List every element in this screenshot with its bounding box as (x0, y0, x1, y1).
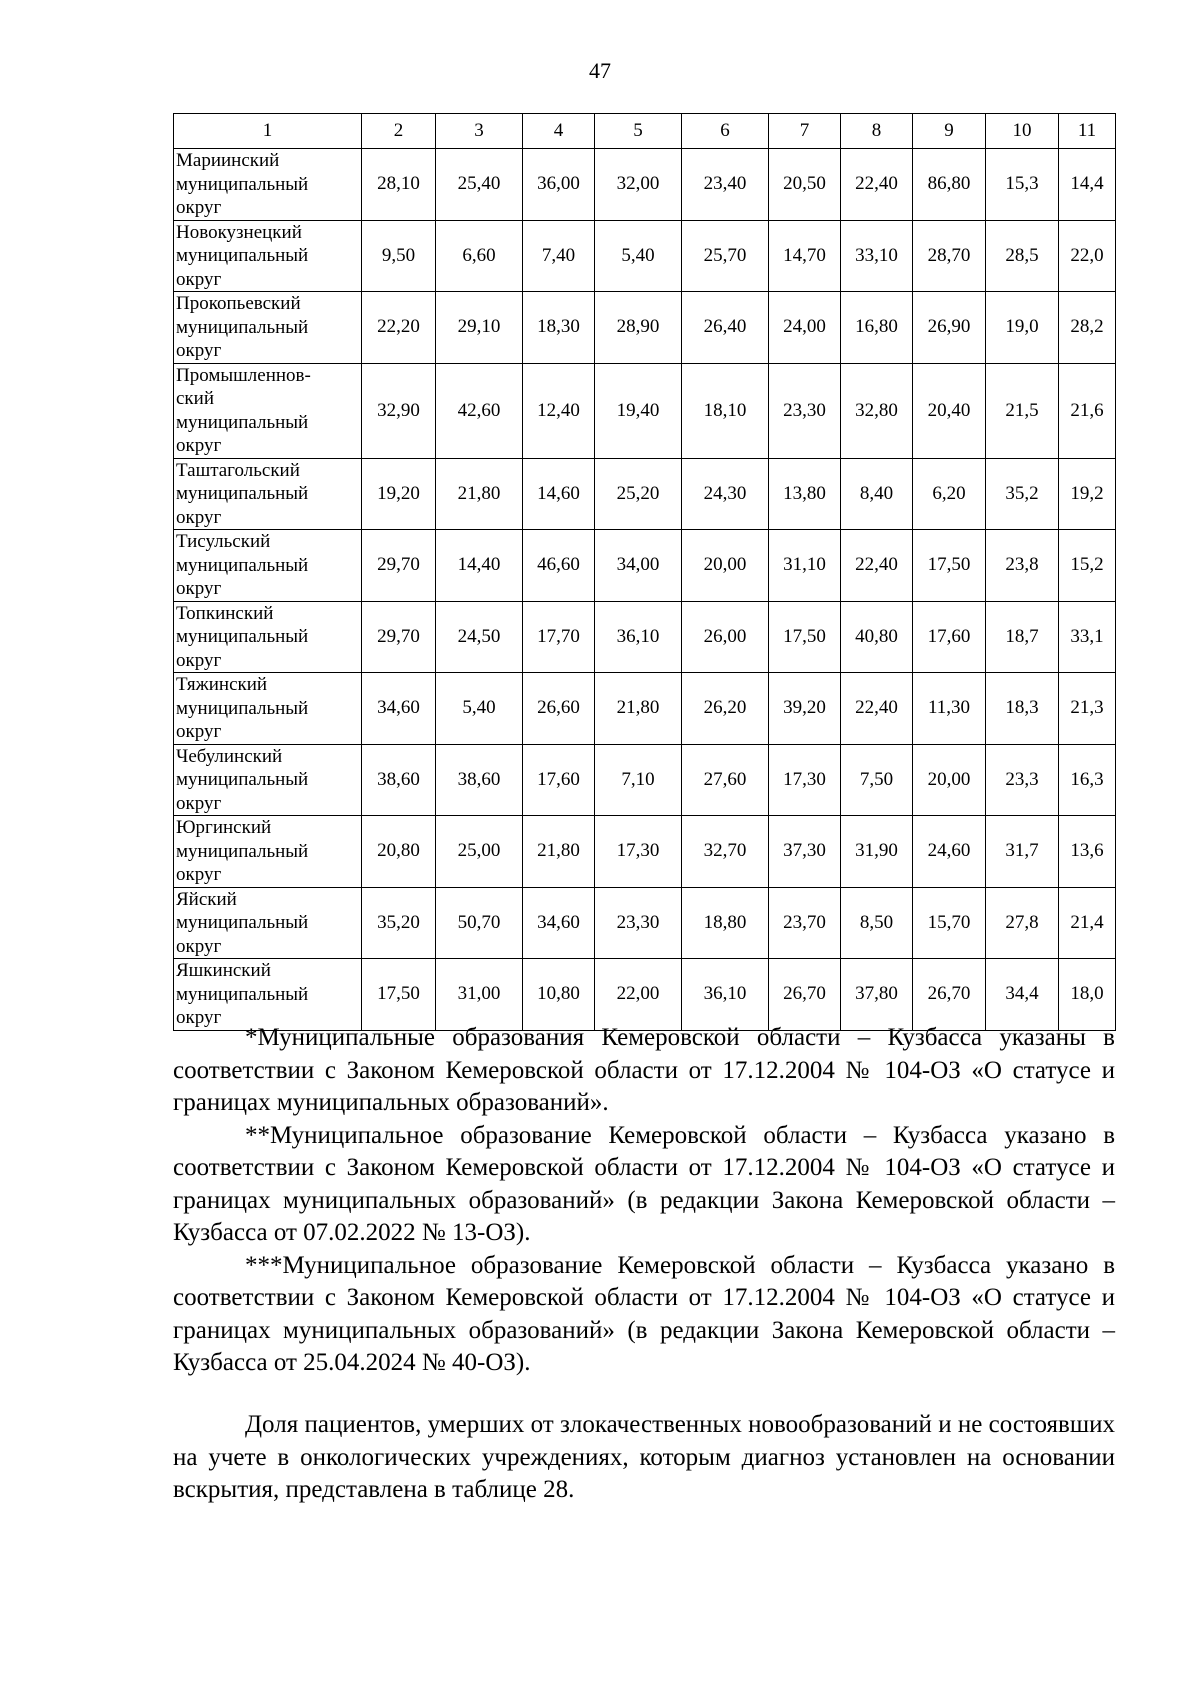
footnote: *Муниципальные образования Кемеровской области – Кузбасса указаны в соответствии с Законом Кемеровской области от 17.12.2004 № 104-ОЗ «О статусе и границах муниципальных образований». (173, 1024, 1115, 1116)
value-cell: 24,30 (682, 458, 769, 530)
value-cell: 31,00 (436, 959, 523, 1031)
region-name-line: округ (176, 435, 222, 456)
value-cell: 18,7 (986, 601, 1059, 673)
table-row (174, 530, 1116, 602)
region-name-line: Чебулинский (176, 745, 283, 767)
value-cell: 33,10 (841, 220, 913, 292)
value-cell: 13,80 (769, 458, 841, 530)
column-header: 1 (174, 114, 362, 149)
value-cell: 32,00 (595, 149, 682, 221)
region-name-line: округ (176, 268, 222, 290)
region-name-line: Таштагольский (176, 459, 300, 481)
value-cell: 31,10 (769, 530, 841, 602)
value-cell: 21,4 (1059, 887, 1116, 959)
value-cell: 34,4 (986, 959, 1059, 1031)
value-cell: 21,80 (595, 673, 682, 745)
table-row (174, 601, 1116, 673)
value-cell: 22,0 (1059, 220, 1116, 292)
value-cell: 32,80 (841, 363, 913, 458)
region-name-line: муниципальный (176, 912, 309, 933)
column-header: 2 (362, 114, 436, 149)
region-name-cell (174, 220, 362, 292)
table-row (174, 292, 1116, 364)
region-name-line: округ (176, 864, 222, 885)
region-name-line: округ (176, 340, 222, 361)
value-cell: 28,2 (1059, 292, 1116, 364)
footnotes (173, 1022, 1115, 1380)
value-cell: 25,00 (436, 816, 523, 888)
value-cell: 19,20 (362, 458, 436, 530)
value-cell: 9,50 (362, 220, 436, 292)
table-header-row (174, 114, 1116, 149)
value-cell: 14,40 (436, 530, 523, 602)
region-name-line: Промышленнов- (176, 364, 311, 386)
region-name-line: округ (176, 792, 222, 814)
value-cell: 38,60 (436, 744, 523, 816)
region-name-line: Топкинский (176, 602, 274, 624)
value-cell: 17,30 (595, 816, 682, 888)
value-cell: 26,00 (682, 601, 769, 673)
table-row (174, 220, 1116, 292)
footnote: ***Муниципальное образование Кемеровской области – Кузбасса указано в соответствии с Законом Кемеровской области от 17.12.2004 № 104-ОЗ «О статусе и границах муниципальных образований» (в редакции Закона Кемеровской области – Кузбасса от 25.04.2024 № 40-ОЗ). (173, 1251, 1115, 1376)
value-cell: 15,2 (1059, 530, 1116, 602)
value-cell: 34,60 (523, 887, 595, 959)
value-cell: 34,00 (595, 530, 682, 602)
region-name-line: округ (176, 721, 222, 742)
column-header: 8 (841, 114, 913, 149)
value-cell: 5,40 (595, 220, 682, 292)
region-name-line: округ (176, 649, 222, 671)
value-cell: 18,3 (986, 673, 1059, 745)
region-name-cell (174, 887, 362, 959)
value-cell: 6,20 (913, 458, 986, 530)
value-cell: 86,80 (913, 149, 986, 221)
region-name-cell (174, 673, 362, 745)
region-name-cell (174, 959, 362, 1031)
value-cell: 27,8 (986, 887, 1059, 959)
region-name-cell (174, 363, 362, 458)
region-name-line: Новокузнецкий (176, 221, 302, 243)
page-number: 47 (589, 58, 611, 83)
region-name-cell (174, 601, 362, 673)
value-cell: 21,80 (436, 458, 523, 530)
footnote: **Муниципальное образование Кемеровской области – Кузбасса указано в соответствии с Законом Кемеровской области от 17.12.2004 № 104-ОЗ «О статусе и границах муниципальных образований» (в редакции Закона Кемеровской области – Кузбасса от 07.02.2022 № 13-ОЗ). (173, 1121, 1115, 1246)
region-name-line: муниципальный (176, 840, 309, 862)
region-name-cell (174, 744, 362, 816)
value-cell: 14,60 (523, 458, 595, 530)
value-cell: 16,80 (841, 292, 913, 364)
value-cell: 11,30 (913, 673, 986, 745)
region-name-line: Прокопьевский (176, 293, 301, 314)
value-cell: 32,90 (362, 363, 436, 458)
value-cell: 20,50 (769, 149, 841, 221)
value-cell: 37,80 (841, 959, 913, 1031)
table-body (174, 149, 1116, 1031)
region-name-line: Мариинский (176, 150, 280, 171)
value-cell: 24,50 (436, 601, 523, 673)
value-cell: 21,6 (1059, 363, 1116, 458)
value-cell: 26,90 (913, 292, 986, 364)
column-header: 6 (682, 114, 769, 149)
value-cell: 20,00 (682, 530, 769, 602)
value-cell: 33,1 (1059, 601, 1116, 673)
table-row (174, 149, 1116, 221)
value-cell: 26,70 (913, 959, 986, 1031)
region-name-line: округ (176, 935, 222, 957)
value-cell: 18,30 (523, 292, 595, 364)
value-cell: 35,20 (362, 887, 436, 959)
region-name-line: округ (176, 506, 222, 528)
region-name-line: муниципальный (176, 316, 309, 338)
value-cell: 19,2 (1059, 458, 1116, 530)
value-cell: 35,2 (986, 458, 1059, 530)
value-cell: 17,50 (362, 959, 436, 1031)
value-cell: 22,40 (841, 149, 913, 221)
value-cell: 16,3 (1059, 744, 1116, 816)
value-cell: 28,90 (595, 292, 682, 364)
value-cell: 13,6 (1059, 816, 1116, 888)
value-cell: 27,60 (682, 744, 769, 816)
closing-section (173, 1409, 1115, 1507)
region-name-line: муниципальный (176, 626, 309, 647)
column-header: 5 (595, 114, 682, 149)
table-row (174, 458, 1116, 530)
region-name-line: муниципальный (176, 554, 309, 576)
value-cell: 19,40 (595, 363, 682, 458)
value-cell: 8,40 (841, 458, 913, 530)
table-row (174, 887, 1116, 959)
column-header: 9 (913, 114, 986, 149)
value-cell: 23,8 (986, 530, 1059, 602)
value-cell: 23,30 (595, 887, 682, 959)
closing-paragraph: Доля пациентов, умерших от злокачественных новообразований и не состоявших на учете в онкологических учреждениях, которым диагноз установлен на основании вскрытия, представлена в таблице 28. (173, 1411, 1115, 1503)
value-cell: 26,40 (682, 292, 769, 364)
value-cell: 20,00 (913, 744, 986, 816)
region-name-cell (174, 458, 362, 530)
value-cell: 42,60 (436, 363, 523, 458)
value-cell: 37,30 (769, 816, 841, 888)
value-cell: 14,70 (769, 220, 841, 292)
region-name-cell (174, 530, 362, 602)
region-name-line: муниципальный (176, 769, 309, 790)
value-cell: 36,10 (595, 601, 682, 673)
value-cell: 22,40 (841, 530, 913, 602)
value-cell: 10,80 (523, 959, 595, 1031)
value-cell: 32,70 (682, 816, 769, 888)
value-cell: 21,3 (1059, 673, 1116, 745)
table-row (174, 673, 1116, 745)
value-cell: 7,10 (595, 744, 682, 816)
value-cell: 39,20 (769, 673, 841, 745)
value-cell: 17,50 (769, 601, 841, 673)
value-cell: 8,50 (841, 887, 913, 959)
value-cell: 7,50 (841, 744, 913, 816)
value-cell: 25,20 (595, 458, 682, 530)
value-cell: 7,40 (523, 220, 595, 292)
column-header: 11 (1059, 114, 1116, 149)
value-cell: 17,70 (523, 601, 595, 673)
column-header: 3 (436, 114, 523, 149)
region-name-line: Яйский (176, 888, 237, 910)
region-name-line: Тисульский (176, 531, 271, 552)
value-cell: 25,40 (436, 149, 523, 221)
value-cell: 36,00 (523, 149, 595, 221)
value-cell: 34,60 (362, 673, 436, 745)
value-cell: 28,10 (362, 149, 436, 221)
region-name-line: муниципальный (176, 173, 309, 195)
value-cell: 50,70 (436, 887, 523, 959)
value-cell: 5,40 (436, 673, 523, 745)
table-row (174, 744, 1116, 816)
value-cell: 25,70 (682, 220, 769, 292)
region-name-line: муниципальный (176, 411, 309, 433)
region-name-line: муниципальный (176, 697, 309, 719)
value-cell: 29,10 (436, 292, 523, 364)
value-cell: 18,0 (1059, 959, 1116, 1031)
region-name-line: Юргинский (176, 817, 272, 838)
value-cell: 23,40 (682, 149, 769, 221)
region-name-line: округ (176, 197, 222, 218)
region-name-line: округ (176, 578, 222, 599)
value-cell: 6,60 (436, 220, 523, 292)
region-name-line: муниципальный (176, 983, 309, 1005)
value-cell: 28,5 (986, 220, 1059, 292)
region-name-line: округ (176, 1007, 222, 1028)
value-cell: 21,5 (986, 363, 1059, 458)
value-cell: 24,60 (913, 816, 986, 888)
region-name-cell (174, 816, 362, 888)
table-row (174, 363, 1116, 458)
value-cell: 36,10 (682, 959, 769, 1031)
value-cell: 24,00 (769, 292, 841, 364)
value-cell: 17,60 (523, 744, 595, 816)
value-cell: 26,70 (769, 959, 841, 1031)
value-cell: 46,60 (523, 530, 595, 602)
column-header: 7 (769, 114, 841, 149)
value-cell: 23,30 (769, 363, 841, 458)
value-cell: 19,0 (986, 292, 1059, 364)
value-cell: 20,40 (913, 363, 986, 458)
value-cell: 26,60 (523, 673, 595, 745)
value-cell: 20,80 (362, 816, 436, 888)
value-cell: 14,4 (1059, 149, 1116, 221)
value-cell: 29,70 (362, 601, 436, 673)
column-header: 4 (523, 114, 595, 149)
value-cell: 15,70 (913, 887, 986, 959)
data-table (173, 113, 1116, 1031)
region-name-line: ский (176, 388, 214, 409)
value-cell: 29,70 (362, 530, 436, 602)
value-cell: 31,7 (986, 816, 1059, 888)
value-cell: 23,70 (769, 887, 841, 959)
table-row (174, 816, 1116, 888)
value-cell: 38,60 (362, 744, 436, 816)
value-cell: 28,70 (913, 220, 986, 292)
region-name-line: Яшкинский (176, 960, 271, 981)
value-cell: 22,20 (362, 292, 436, 364)
value-cell: 21,80 (523, 816, 595, 888)
value-cell: 31,90 (841, 816, 913, 888)
region-name-line: муниципальный (176, 245, 309, 266)
column-header: 10 (986, 114, 1059, 149)
value-cell: 22,40 (841, 673, 913, 745)
value-cell: 40,80 (841, 601, 913, 673)
value-cell: 17,30 (769, 744, 841, 816)
value-cell: 15,3 (986, 149, 1059, 221)
value-cell: 18,80 (682, 887, 769, 959)
value-cell: 12,40 (523, 363, 595, 458)
value-cell: 18,10 (682, 363, 769, 458)
value-cell: 22,00 (595, 959, 682, 1031)
region-name-line: муниципальный (176, 483, 309, 504)
value-cell: 23,3 (986, 744, 1059, 816)
region-name-cell (174, 292, 362, 364)
value-cell: 26,20 (682, 673, 769, 745)
region-name-cell (174, 149, 362, 221)
region-name-line: Тяжинский (176, 674, 268, 695)
value-cell: 17,60 (913, 601, 986, 673)
value-cell: 17,50 (913, 530, 986, 602)
table-row (174, 959, 1116, 1031)
